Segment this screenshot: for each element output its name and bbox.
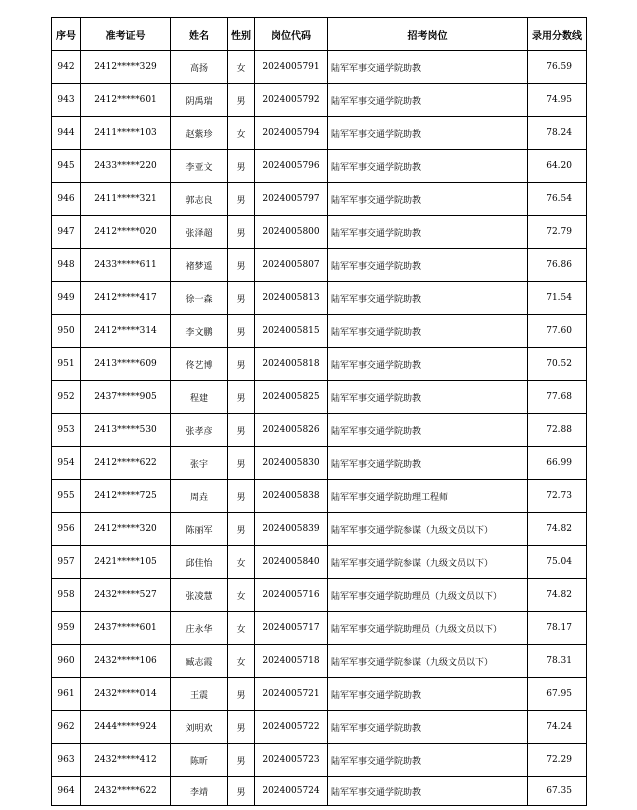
cell-name: 张泽超 — [171, 216, 228, 249]
cell-score: 70.52 — [528, 348, 587, 381]
cell-score: 72.79 — [528, 216, 587, 249]
cell-score: 72.88 — [528, 414, 587, 447]
cell-post-code: 2024005794 — [255, 117, 328, 150]
cell-ticket-number: 2437*****601 — [81, 612, 171, 645]
table-row — [52, 51, 587, 84]
cell-name: 陈昕 — [171, 744, 228, 777]
cell-post-code: 2024005721 — [255, 678, 328, 711]
cell-seq: 964 — [52, 777, 81, 806]
cell-ticket-number: 2433*****220 — [81, 150, 171, 183]
table-row — [52, 348, 587, 381]
cell-post-code: 2024005724 — [255, 777, 328, 806]
cell-post: 陆军军事交通学院助理员（九级文员以下） — [328, 579, 528, 612]
cell-score: 74.95 — [528, 84, 587, 117]
cell-gender: 男 — [228, 150, 255, 183]
cell-ticket-number: 2412*****314 — [81, 315, 171, 348]
cell-gender: 男 — [228, 414, 255, 447]
cell-post: 陆军军事交通学院助教 — [328, 348, 528, 381]
table-row — [52, 447, 587, 480]
cell-ticket-number: 2432*****106 — [81, 645, 171, 678]
cell-ticket-number: 2432*****412 — [81, 744, 171, 777]
table-row — [52, 414, 587, 447]
cell-gender: 男 — [228, 381, 255, 414]
cell-gender: 女 — [228, 579, 255, 612]
cell-name: 李文鹏 — [171, 315, 228, 348]
cell-post-code: 2024005807 — [255, 249, 328, 282]
cell-seq: 963 — [52, 744, 81, 777]
cell-post-code: 2024005838 — [255, 480, 328, 513]
cell-gender: 男 — [228, 744, 255, 777]
cell-seq: 956 — [52, 513, 81, 546]
cell-score: 74.82 — [528, 513, 587, 546]
cell-seq: 960 — [52, 645, 81, 678]
cell-ticket-number: 2432*****014 — [81, 678, 171, 711]
cell-seq: 962 — [52, 711, 81, 744]
table-row — [52, 84, 587, 117]
cell-post: 陆军军事交通学院助理员（九级文员以下） — [328, 612, 528, 645]
cell-seq: 946 — [52, 183, 81, 216]
cell-post: 陆军军事交通学院助教 — [328, 678, 528, 711]
cell-name: 李靖 — [171, 777, 228, 806]
cell-gender: 男 — [228, 513, 255, 546]
cell-ticket-number: 2412*****417 — [81, 282, 171, 315]
cell-post: 陆军军事交通学院助教 — [328, 414, 528, 447]
cell-ticket-number: 2437*****905 — [81, 381, 171, 414]
cell-gender: 女 — [228, 51, 255, 84]
table-row — [52, 744, 587, 777]
header-seq: 序号 — [52, 18, 81, 51]
cell-seq: 952 — [52, 381, 81, 414]
table-row — [52, 150, 587, 183]
table-row — [52, 183, 587, 216]
cell-ticket-number: 2413*****530 — [81, 414, 171, 447]
cell-gender: 男 — [228, 348, 255, 381]
cell-ticket-number: 2444*****924 — [81, 711, 171, 744]
cell-ticket-number: 2412*****601 — [81, 84, 171, 117]
cell-post: 陆军军事交通学院助教 — [328, 447, 528, 480]
cell-score: 64.20 — [528, 150, 587, 183]
cell-seq: 942 — [52, 51, 81, 84]
cell-seq: 955 — [52, 480, 81, 513]
cell-post: 陆军军事交通学院助教 — [328, 282, 528, 315]
cell-score: 78.24 — [528, 117, 587, 150]
header-score: 录用分数线 — [528, 18, 587, 51]
cell-seq: 961 — [52, 678, 81, 711]
cell-post-code: 2024005717 — [255, 612, 328, 645]
cell-seq: 953 — [52, 414, 81, 447]
cell-post-code: 2024005826 — [255, 414, 328, 447]
table-row — [52, 612, 587, 645]
cell-ticket-number: 2413*****609 — [81, 348, 171, 381]
cell-score: 76.86 — [528, 249, 587, 282]
cell-post: 陆军军事交通学院参谋（九级文员以下） — [328, 645, 528, 678]
cell-gender: 男 — [228, 711, 255, 744]
table-row — [52, 216, 587, 249]
cell-post-code: 2024005791 — [255, 51, 328, 84]
table-row — [52, 315, 587, 348]
cell-score: 72.29 — [528, 744, 587, 777]
cell-name: 臧志霞 — [171, 645, 228, 678]
cell-post-code: 2024005723 — [255, 744, 328, 777]
cell-post-code: 2024005792 — [255, 84, 328, 117]
cell-post: 陆军军事交通学院参谋（九级文员以下） — [328, 513, 528, 546]
cell-seq: 949 — [52, 282, 81, 315]
cell-score: 71.54 — [528, 282, 587, 315]
cell-ticket-number: 2412*****725 — [81, 480, 171, 513]
cell-name: 张孝彦 — [171, 414, 228, 447]
cell-score: 74.24 — [528, 711, 587, 744]
cell-seq: 943 — [52, 84, 81, 117]
cell-post: 陆军军事交通学院助教 — [328, 315, 528, 348]
cell-gender: 女 — [228, 645, 255, 678]
cell-seq: 950 — [52, 315, 81, 348]
cell-score: 78.17 — [528, 612, 587, 645]
cell-ticket-number: 2412*****329 — [81, 51, 171, 84]
cell-seq: 959 — [52, 612, 81, 645]
cell-score: 74.82 — [528, 579, 587, 612]
cell-score: 67.95 — [528, 678, 587, 711]
cell-seq: 954 — [52, 447, 81, 480]
table-row — [52, 513, 587, 546]
cell-score: 75.04 — [528, 546, 587, 579]
cell-post: 陆军军事交通学院助教 — [328, 711, 528, 744]
cell-post-code: 2024005839 — [255, 513, 328, 546]
cell-seq: 951 — [52, 348, 81, 381]
cell-name: 郭志良 — [171, 183, 228, 216]
cell-seq: 947 — [52, 216, 81, 249]
cell-gender: 男 — [228, 447, 255, 480]
cell-name: 王震 — [171, 678, 228, 711]
cell-post-code: 2024005840 — [255, 546, 328, 579]
cell-gender: 男 — [228, 84, 255, 117]
cell-post-code: 2024005797 — [255, 183, 328, 216]
cell-score: 76.54 — [528, 183, 587, 216]
cell-post-code: 2024005830 — [255, 447, 328, 480]
cell-post-code: 2024005813 — [255, 282, 328, 315]
cell-post-code: 2024005796 — [255, 150, 328, 183]
cell-gender: 女 — [228, 546, 255, 579]
cell-name: 徐一森 — [171, 282, 228, 315]
cell-post-code: 2024005818 — [255, 348, 328, 381]
cell-name: 张凌慧 — [171, 579, 228, 612]
cell-name: 刘明欢 — [171, 711, 228, 744]
cell-post: 陆军军事交通学院助教 — [328, 249, 528, 282]
cell-ticket-number: 2421*****105 — [81, 546, 171, 579]
cell-score: 66.99 — [528, 447, 587, 480]
cell-seq: 958 — [52, 579, 81, 612]
cell-gender: 女 — [228, 612, 255, 645]
cell-ticket-number: 2411*****321 — [81, 183, 171, 216]
cell-name: 庄永华 — [171, 612, 228, 645]
cell-post: 陆军军事交通学院助教 — [328, 216, 528, 249]
cell-name: 赵紫珍 — [171, 117, 228, 150]
cell-post: 陆军军事交通学院助教 — [328, 381, 528, 414]
cell-score: 78.31 — [528, 645, 587, 678]
cell-name: 褚梦遥 — [171, 249, 228, 282]
cell-gender: 男 — [228, 183, 255, 216]
cell-post: 陆军军事交通学院助教 — [328, 117, 528, 150]
cell-post: 陆军军事交通学院助教 — [328, 51, 528, 84]
cell-post-code: 2024005722 — [255, 711, 328, 744]
header-ticket-number: 准考证号 — [81, 18, 171, 51]
cell-name: 高扬 — [171, 51, 228, 84]
cell-name: 张宇 — [171, 447, 228, 480]
cell-gender: 男 — [228, 282, 255, 315]
table-row — [52, 546, 587, 579]
cell-post-code: 2024005716 — [255, 579, 328, 612]
cell-post-code: 2024005815 — [255, 315, 328, 348]
cell-name: 邱佳怡 — [171, 546, 228, 579]
cell-score: 77.68 — [528, 381, 587, 414]
header-post: 招考岗位 — [328, 18, 528, 51]
cell-ticket-number: 2411*****103 — [81, 117, 171, 150]
cell-post-code: 2024005800 — [255, 216, 328, 249]
cell-gender: 男 — [228, 249, 255, 282]
cell-name: 李亚文 — [171, 150, 228, 183]
cell-ticket-number: 2433*****611 — [81, 249, 171, 282]
header-name: 姓名 — [171, 18, 228, 51]
cell-score: 67.35 — [528, 777, 587, 806]
table-row — [52, 117, 587, 150]
cell-post-code: 2024005825 — [255, 381, 328, 414]
cell-post: 陆军军事交通学院助教 — [328, 777, 528, 806]
header-gender: 性别 — [228, 18, 255, 51]
cell-post: 陆军军事交通学院助教 — [328, 150, 528, 183]
table-row — [52, 480, 587, 513]
cell-seq: 944 — [52, 117, 81, 150]
cell-ticket-number: 2412*****320 — [81, 513, 171, 546]
table-row — [52, 579, 587, 612]
table-row — [52, 777, 587, 806]
cell-gender: 男 — [228, 216, 255, 249]
cell-ticket-number: 2432*****622 — [81, 777, 171, 806]
cell-seq: 945 — [52, 150, 81, 183]
cell-gender: 女 — [228, 117, 255, 150]
cell-post-code: 2024005718 — [255, 645, 328, 678]
cell-seq: 957 — [52, 546, 81, 579]
table-row — [52, 249, 587, 282]
cell-name: 周垚 — [171, 480, 228, 513]
cell-ticket-number: 2412*****020 — [81, 216, 171, 249]
cell-name: 阴禹瑞 — [171, 84, 228, 117]
table-row — [52, 711, 587, 744]
cell-score: 72.73 — [528, 480, 587, 513]
admission-score-table — [51, 17, 587, 806]
table-row — [52, 645, 587, 678]
table-row — [52, 678, 587, 711]
cell-post: 陆军军事交通学院参谋（九级文员以下） — [328, 546, 528, 579]
header-row — [52, 18, 587, 51]
cell-gender: 男 — [228, 315, 255, 348]
cell-gender: 男 — [228, 777, 255, 806]
cell-ticket-number: 2412*****622 — [81, 447, 171, 480]
cell-gender: 男 — [228, 678, 255, 711]
cell-seq: 948 — [52, 249, 81, 282]
table-row — [52, 282, 587, 315]
header-post-code: 岗位代码 — [255, 18, 328, 51]
cell-name: 陈丽军 — [171, 513, 228, 546]
cell-score: 76.59 — [528, 51, 587, 84]
cell-post: 陆军军事交通学院助教 — [328, 744, 528, 777]
cell-post: 陆军军事交通学院助教 — [328, 183, 528, 216]
cell-post: 陆军军事交通学院助教 — [328, 84, 528, 117]
cell-ticket-number: 2432*****527 — [81, 579, 171, 612]
cell-post: 陆军军事交通学院助理工程师 — [328, 480, 528, 513]
table-row — [52, 381, 587, 414]
cell-name: 程建 — [171, 381, 228, 414]
cell-name: 佟艺博 — [171, 348, 228, 381]
cell-score: 77.60 — [528, 315, 587, 348]
cell-gender: 男 — [228, 480, 255, 513]
